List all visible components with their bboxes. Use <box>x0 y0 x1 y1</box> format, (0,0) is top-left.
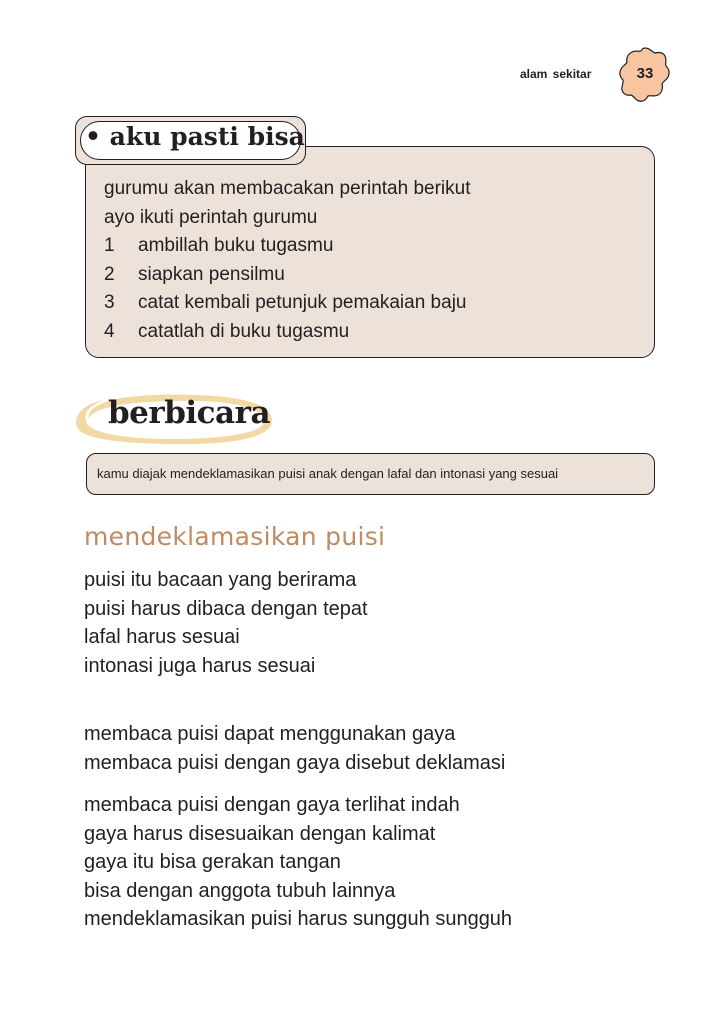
paragraph <box>84 566 368 680</box>
section-badge <box>74 393 274 445</box>
paragraph <box>84 791 512 934</box>
task-intro-line: gurumu akan membacakan perintah berikut <box>104 178 471 199</box>
paragraph-line: membaca puisi dengan gaya terlihat indah <box>84 794 460 816</box>
task-step-text: catatlah di buku tugasmu <box>138 320 350 342</box>
section-title: berbicara <box>108 395 271 431</box>
paragraph-line: membaca puisi dapat menggunakan gaya <box>84 723 456 745</box>
task-step-number: 2 <box>104 263 115 285</box>
task-step-number: 1 <box>104 235 115 256</box>
subheading: mendeklamasikan puisi <box>84 522 386 551</box>
task-step-text: ambillah buku tugasmu <box>138 235 334 256</box>
task-step-number: 3 <box>104 292 115 313</box>
paragraph-line: gaya harus disesuaikan dengan kalimat <box>84 822 436 845</box>
paragraph-line: gaya itu bisa gerakan tangan <box>84 851 341 873</box>
paragraph-line: puisi itu bacaan yang berirama <box>84 569 357 591</box>
paragraph-line: mendeklamasikan puisi harus sungguh sungguh <box>84 908 513 930</box>
paragraph-line: intonasi juga harus sesuai <box>84 654 316 677</box>
paragraph-line: membaca puisi dengan gaya disebut deklamasi <box>84 751 506 774</box>
task-step <box>104 261 466 290</box>
paragraph <box>84 720 505 777</box>
task-intro-line: ayo ikuti perintah gurumu <box>104 206 318 228</box>
instruction-bar <box>86 453 655 495</box>
page-number-badge <box>619 46 671 104</box>
page-number: 33 <box>636 65 654 82</box>
task-step <box>104 232 466 261</box>
instruction-text: kamu diajak mendeklamasikan puisi anak dengan lafal dan intonasi yang sesuai <box>97 466 559 481</box>
header-section-label: alam sekitar <box>520 67 592 81</box>
task-intro <box>104 175 470 232</box>
paragraph-line: lafal harus sesuai <box>84 626 240 648</box>
paragraph-line: bisa dengan anggota tubuh lainnya <box>84 879 396 902</box>
task-step-number: 4 <box>104 320 115 342</box>
task-step <box>104 318 466 347</box>
task-steps-list <box>104 232 466 346</box>
task-title: • aku pasti bisa <box>85 122 305 151</box>
task-step-text: catat kembali petunjuk pemakaian baju <box>138 292 467 313</box>
task-step <box>104 289 466 318</box>
paragraph-line: puisi harus dibaca dengan tepat <box>84 597 368 620</box>
task-step-text: siapkan pensilmu <box>138 263 285 285</box>
